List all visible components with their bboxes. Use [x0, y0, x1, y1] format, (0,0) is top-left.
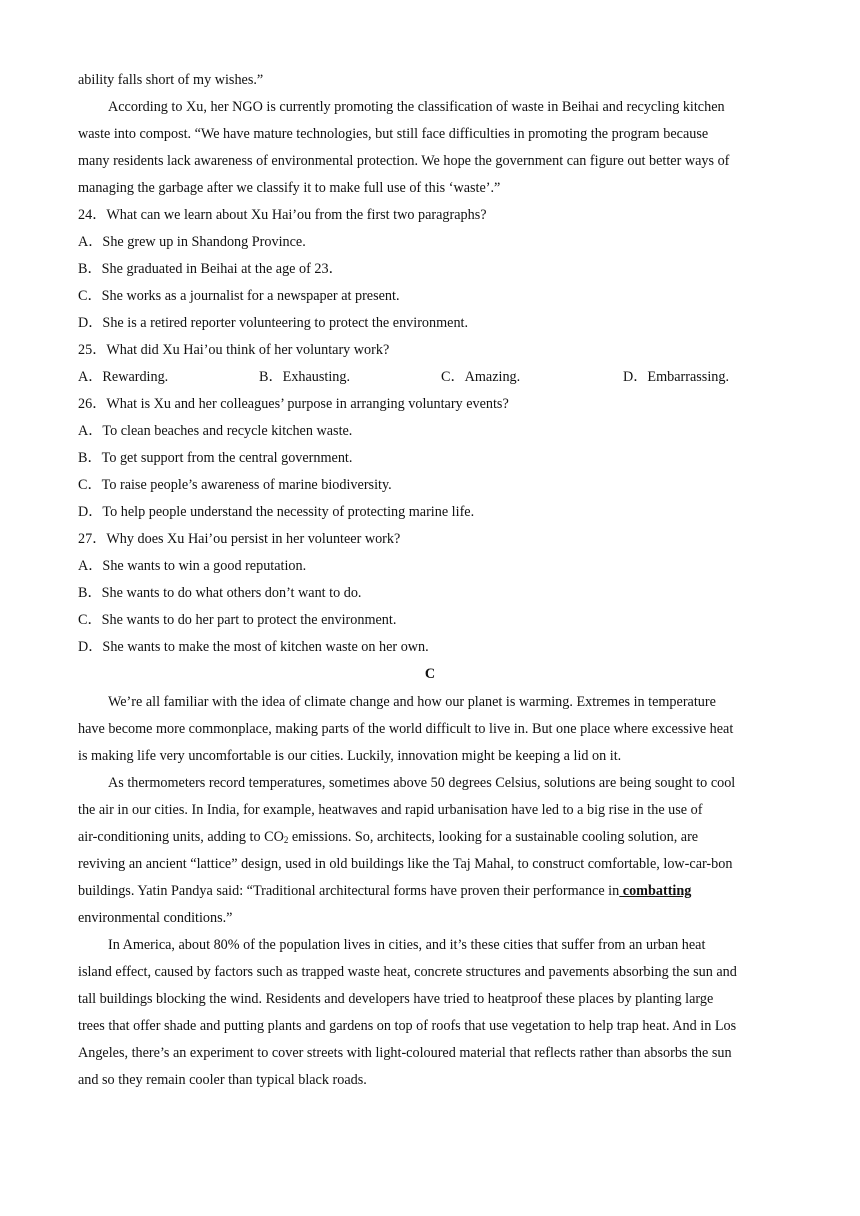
passage-line: tall buildings blocking the wind. Residents and developers have tried to heatproof these places by planting large	[78, 991, 714, 1007]
section-heading: C	[424, 666, 436, 682]
passage-line: the air in our cities. In India, for example, heatwaves and rapid urbanisation have led to a big rise in the use of	[78, 802, 703, 818]
question-24-option-a: A．She grew up in Shandong Province.	[78, 234, 306, 250]
passage-line: is making life very uncomfortable is our cities. Luckily, innovation might be keeping a lid on it.	[78, 748, 622, 764]
question-24-option-b: B．She graduated in Beihai at the age of 23．	[78, 261, 343, 277]
question-25-stem: 25．What did Xu Hai’ou think of her voluntary work?	[78, 342, 390, 358]
passage-line: In America, about 80% of the population lives in cities, and it’s these cities that suffer from an urban heat	[108, 937, 706, 953]
question-26-option-b: B．To get support from the central government.	[78, 450, 353, 466]
subscript-2: 2	[283, 835, 289, 845]
passage-line: have become more commonplace, making parts of the world difficult to live in. But one place where excessive heat	[78, 721, 734, 737]
question-27-option-b: B．She wants to do what others don’t want to do.	[78, 585, 362, 601]
question-25-option-b: B．Exhausting.	[259, 369, 351, 385]
passage-line: Angeles, there’s an experiment to cover streets with light-coloured material that reflects rather than absorbs the sun	[78, 1045, 732, 1061]
question-25-option-d: D．Embarrassing.	[623, 369, 729, 385]
passage-line: reviving an ancient “lattice” design, used in old buildings like the Taj Mahal, to construct comfortable, low-car-bon	[78, 856, 733, 872]
passage-line: As thermometers record temperatures, sometimes above 50 degrees Celsius, solutions are being sought to cool	[108, 775, 736, 791]
question-27-option-d: D．She wants to make the most of kitchen waste on her own.	[78, 639, 429, 655]
passage-line: island effect, caused by factors such as trapped waste heat, concrete structures and pavements absorbing the sun and	[78, 964, 737, 980]
underlined-word-combatting: combatting	[619, 883, 692, 899]
passage-line: According to Xu, her NGO is currently promoting the classification of waste in Beihai and recycling kitchen	[108, 99, 725, 115]
passage-line: environmental conditions.”	[78, 910, 233, 926]
passage-text: emissions. So, architects, looking for a sustainable cooling solution, are	[288, 829, 699, 845]
question-26-option-a: A．To clean beaches and recycle kitchen waste.	[78, 423, 353, 439]
passage-text: buildings. Yatin Pandya said: “Traditional architectural forms have proven their performance in	[78, 883, 620, 899]
passage-line: waste into compost. “We have mature technologies, but still face difficulties in promoting the program because	[78, 126, 709, 142]
question-24-stem: 24．What can we learn about Xu Hai’ou from the first two paragraphs?	[78, 207, 487, 223]
question-27-option-c: C．She wants to do her part to protect the environment.	[78, 612, 397, 628]
question-24-option-c: C．She works as a journalist for a newspaper at present.	[78, 288, 400, 304]
passage-text: air-conditioning units, adding to CO	[78, 829, 284, 845]
question-25-option-c: C．Amazing.	[441, 369, 521, 385]
question-25-option-a: A．Rewarding.	[78, 369, 169, 385]
passage-line: trees that offer shade and putting plants and gardens on top of roofs that use vegetation to help trap heat. And in Los	[78, 1018, 737, 1034]
question-24-option-d: D．She is a retired reporter volunteering to protect the environment.	[78, 315, 469, 331]
passage-line: managing the garbage after we classify it to make full use of this ‘waste’.”	[78, 180, 501, 196]
passage-line: ability falls short of my wishes.”	[78, 72, 264, 88]
passage-line: We’re all familiar with the idea of climate change and how our planet is warming. Extremes in temperature	[108, 694, 716, 710]
question-26-option-c: C．To raise people’s awareness of marine biodiversity.	[78, 477, 392, 493]
question-26-option-d: D．To help people understand the necessity of protecting marine life.	[78, 504, 475, 520]
question-27-stem: 27．Why does Xu Hai’ou persist in her volunteer work?	[78, 531, 401, 547]
question-27-option-a: A．She wants to win a good reputation.	[78, 558, 307, 574]
passage-line	[78, 828, 698, 846]
passage-line: many residents lack awareness of environmental protection. We hope the government can figure out better ways of	[78, 153, 730, 169]
passage-line: and so they remain cooler than typical black roads.	[78, 1072, 367, 1088]
question-26-stem: 26．What is Xu and her colleagues’ purpose in arranging voluntary events?	[78, 396, 509, 412]
passage-line	[78, 882, 691, 900]
